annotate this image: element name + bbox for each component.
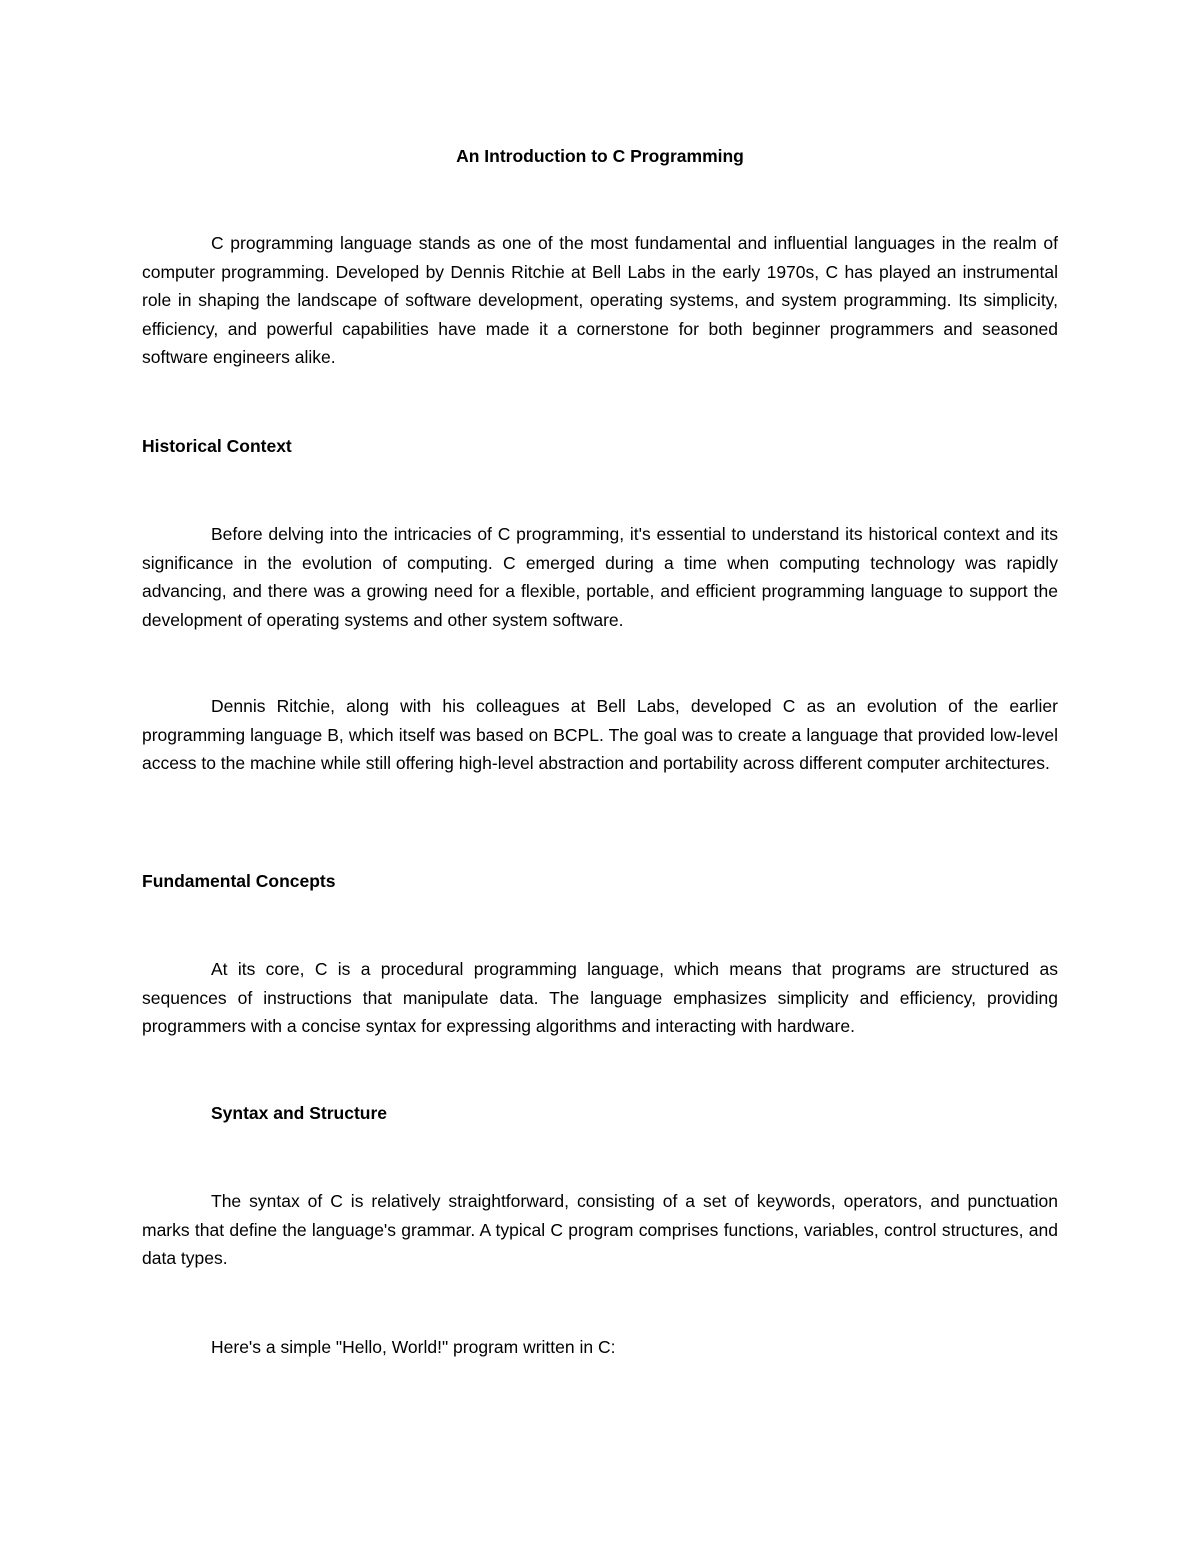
section-heading-historical-context: Historical Context [142,436,292,456]
section-heading-syntax-and-structure: Syntax and Structure [211,1103,388,1123]
intro-paragraph: C programming language stands as one of the most fundamental and influential languages in the realm of computer programming. Developed by Dennis Ritchie at Bell Labs in the early 1970s, C has played an instrumental role in shaping the landscape of software development, operating systems, and system programming. Its simplicity, efficiency, and powerful capabilities have made it a cornerstone for both beginner programmers and seasoned software engineers alike. [142,233,1058,368]
syntax-and-structure-paragraph: The syntax of C is relatively straightforward, consisting of a set of keywords, operators, and punctuation marks that define the language's grammar. A typical C program comprises functions, variables, control structures, and data types. [142,1191,1058,1269]
historical-context-paragraph-1: Before delving into the intricacies of C programming, it's essential to understand its historical context and its significance in the evolution of computing. C emerged during a time when computing technology was rapidly advancing, and there was a growing need for a flexible, portable, and efficient programming language to support the development of operating systems and other system software. [142,524,1058,630]
hello-world-intro-line: Here's a simple "Hello, World!" program written in C: [211,1337,616,1357]
document-title: An Introduction to C Programming [456,146,744,166]
fundamental-concepts-paragraph: At its core, C is a procedural programming language, which means that programs are structured as sequences of instructions that manipulate data. The language emphasizes simplicity and efficiency, providing programmers with a concise syntax for expressing algorithms and interacting with hardware. [142,959,1058,1037]
section-heading-fundamental-concepts: Fundamental Concepts [142,871,336,891]
historical-context-paragraph-2: Dennis Ritchie, along with his colleagues at Bell Labs, developed C as an evolution of the earlier programming language B, which itself was based on BCPL. The goal was to create a language that provided low-level access to the machine while still offering high-level abstraction and portability across different computer architectures. [142,696,1058,774]
